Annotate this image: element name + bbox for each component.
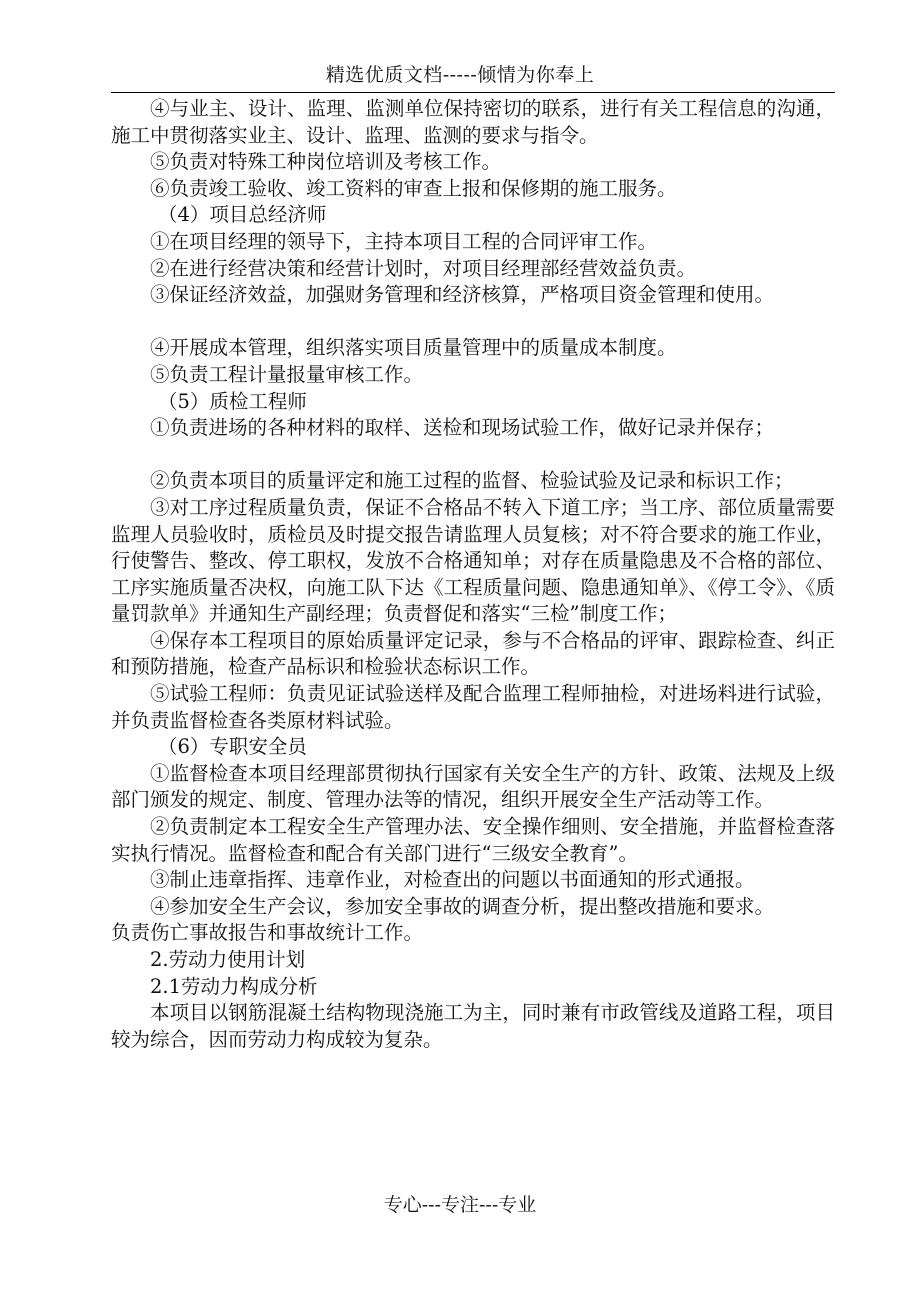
paragraph: ⑤试验工程师：负责见证试验送样及配合监理工程师抽检，对进场料进行试验，并负责监督检查各类原材料试验。 — [111, 682, 835, 732]
paragraph: ⑤负责工程计量报量审核工作。 — [150, 362, 424, 386]
blank-line — [111, 309, 835, 336]
paragraph: ④保存本工程项目的原始质量评定记录，参与不合格品的评审、跟踪检查、纠正和预防措施，检查产品标识和检验状态标识工作。 — [111, 628, 835, 679]
header-divider — [111, 92, 835, 93]
paragraph: ②负责本项目的质量评定和施工过程的监督、检验试验及记录和标识工作； — [150, 469, 794, 493]
paragraph: ③对工序过程质量负责，保证不合格品不转入下道工序；当工序、部位质量需要监理人员验收时，质检员及时提交报告请监理人员复核；对不符合要求的施工作业，行使警告、整改、停工职权，发放不合格通知单；对存在质量隐患及不合格的部位、工序实施质量否决权，向施工队下达《工程质量问题、隐患通知单》、《停工令》、《质量罚款单》并通知生产副经理；负责督促和落实“三检”制度工作； — [111, 495, 835, 626]
paragraph: ①在项目经理的领导下，主持本项目工程的合同评审工作。 — [150, 229, 658, 253]
paragraph: ⑥负责竣工验收、竣工资料的审查上报和保修期的施工服务。 — [150, 176, 677, 200]
paragraph: ④开展成本管理，组织落实项目质量管理中的质量成本制度。 — [150, 336, 677, 360]
section-heading: （4）项目总经济师 — [158, 203, 327, 227]
paragraph: ②负责制定本工程安全生产管理办法、安全操作细则、安全措施，并监督检查落实执行情况。监督检查和配合有关部门进行“三级安全教育”。 — [111, 815, 835, 865]
page-header: 精选优质文档-----倾情为你奉上 — [325, 64, 595, 86]
paragraph: ①负责进场的各种材料的取样、送检和现场试验工作，做好记录并保存； — [150, 416, 775, 440]
page-footer: 专心---专注---专业 — [383, 1194, 537, 1216]
paragraph: ②在进行经营决策和经营计划时，对项目经理部经营效益负责。 — [150, 256, 697, 280]
section-heading: （6）专职安全员 — [158, 735, 307, 759]
blank-line — [111, 442, 835, 469]
paragraph: 负责伤亡事故报告和事故统计工作。 — [111, 921, 424, 945]
section-heading: （5）质检工程师 — [158, 389, 307, 413]
paragraph: ③制止违章指挥、违章作业，对检查出的问题以书面通知的形式通报。 — [150, 868, 755, 892]
paragraph: ④参加安全生产会议，参加安全事故的调查分析，提出整改措施和要求。 — [150, 894, 775, 918]
paragraph: ⑤负责对特殊工种岗位培训及考核工作。 — [150, 150, 502, 174]
paragraph: ③保证经济效益，加强财务管理和经济核算，严格项目资金管理和使用。 — [150, 283, 775, 307]
paragraph: ①监督检查本项目经理部贯彻执行国家有关安全生产的方针、政策、法规及上级部门颁发的规定、制度、管理办法等的情况，组织开展安全生产活动等工作。 — [111, 761, 835, 812]
paragraph: ④与业主、设计、监理、监测单位保持密切的联系，进行有关工程信息的沟通，施工中贯彻落实业主、设计、监理、监测的要求与指令。 — [111, 97, 835, 147]
section-heading: 2.1劳动力构成分析 — [150, 974, 318, 998]
section-heading: 2.劳动力使用计划 — [150, 948, 306, 971]
document-body — [111, 96, 835, 1053]
paragraph: 本项目以钢筋混凝土结构物现浇施工为主，同时兼有市政管线及道路工程，项目较为综合，因而劳动力构成较为复杂。 — [111, 1001, 835, 1051]
